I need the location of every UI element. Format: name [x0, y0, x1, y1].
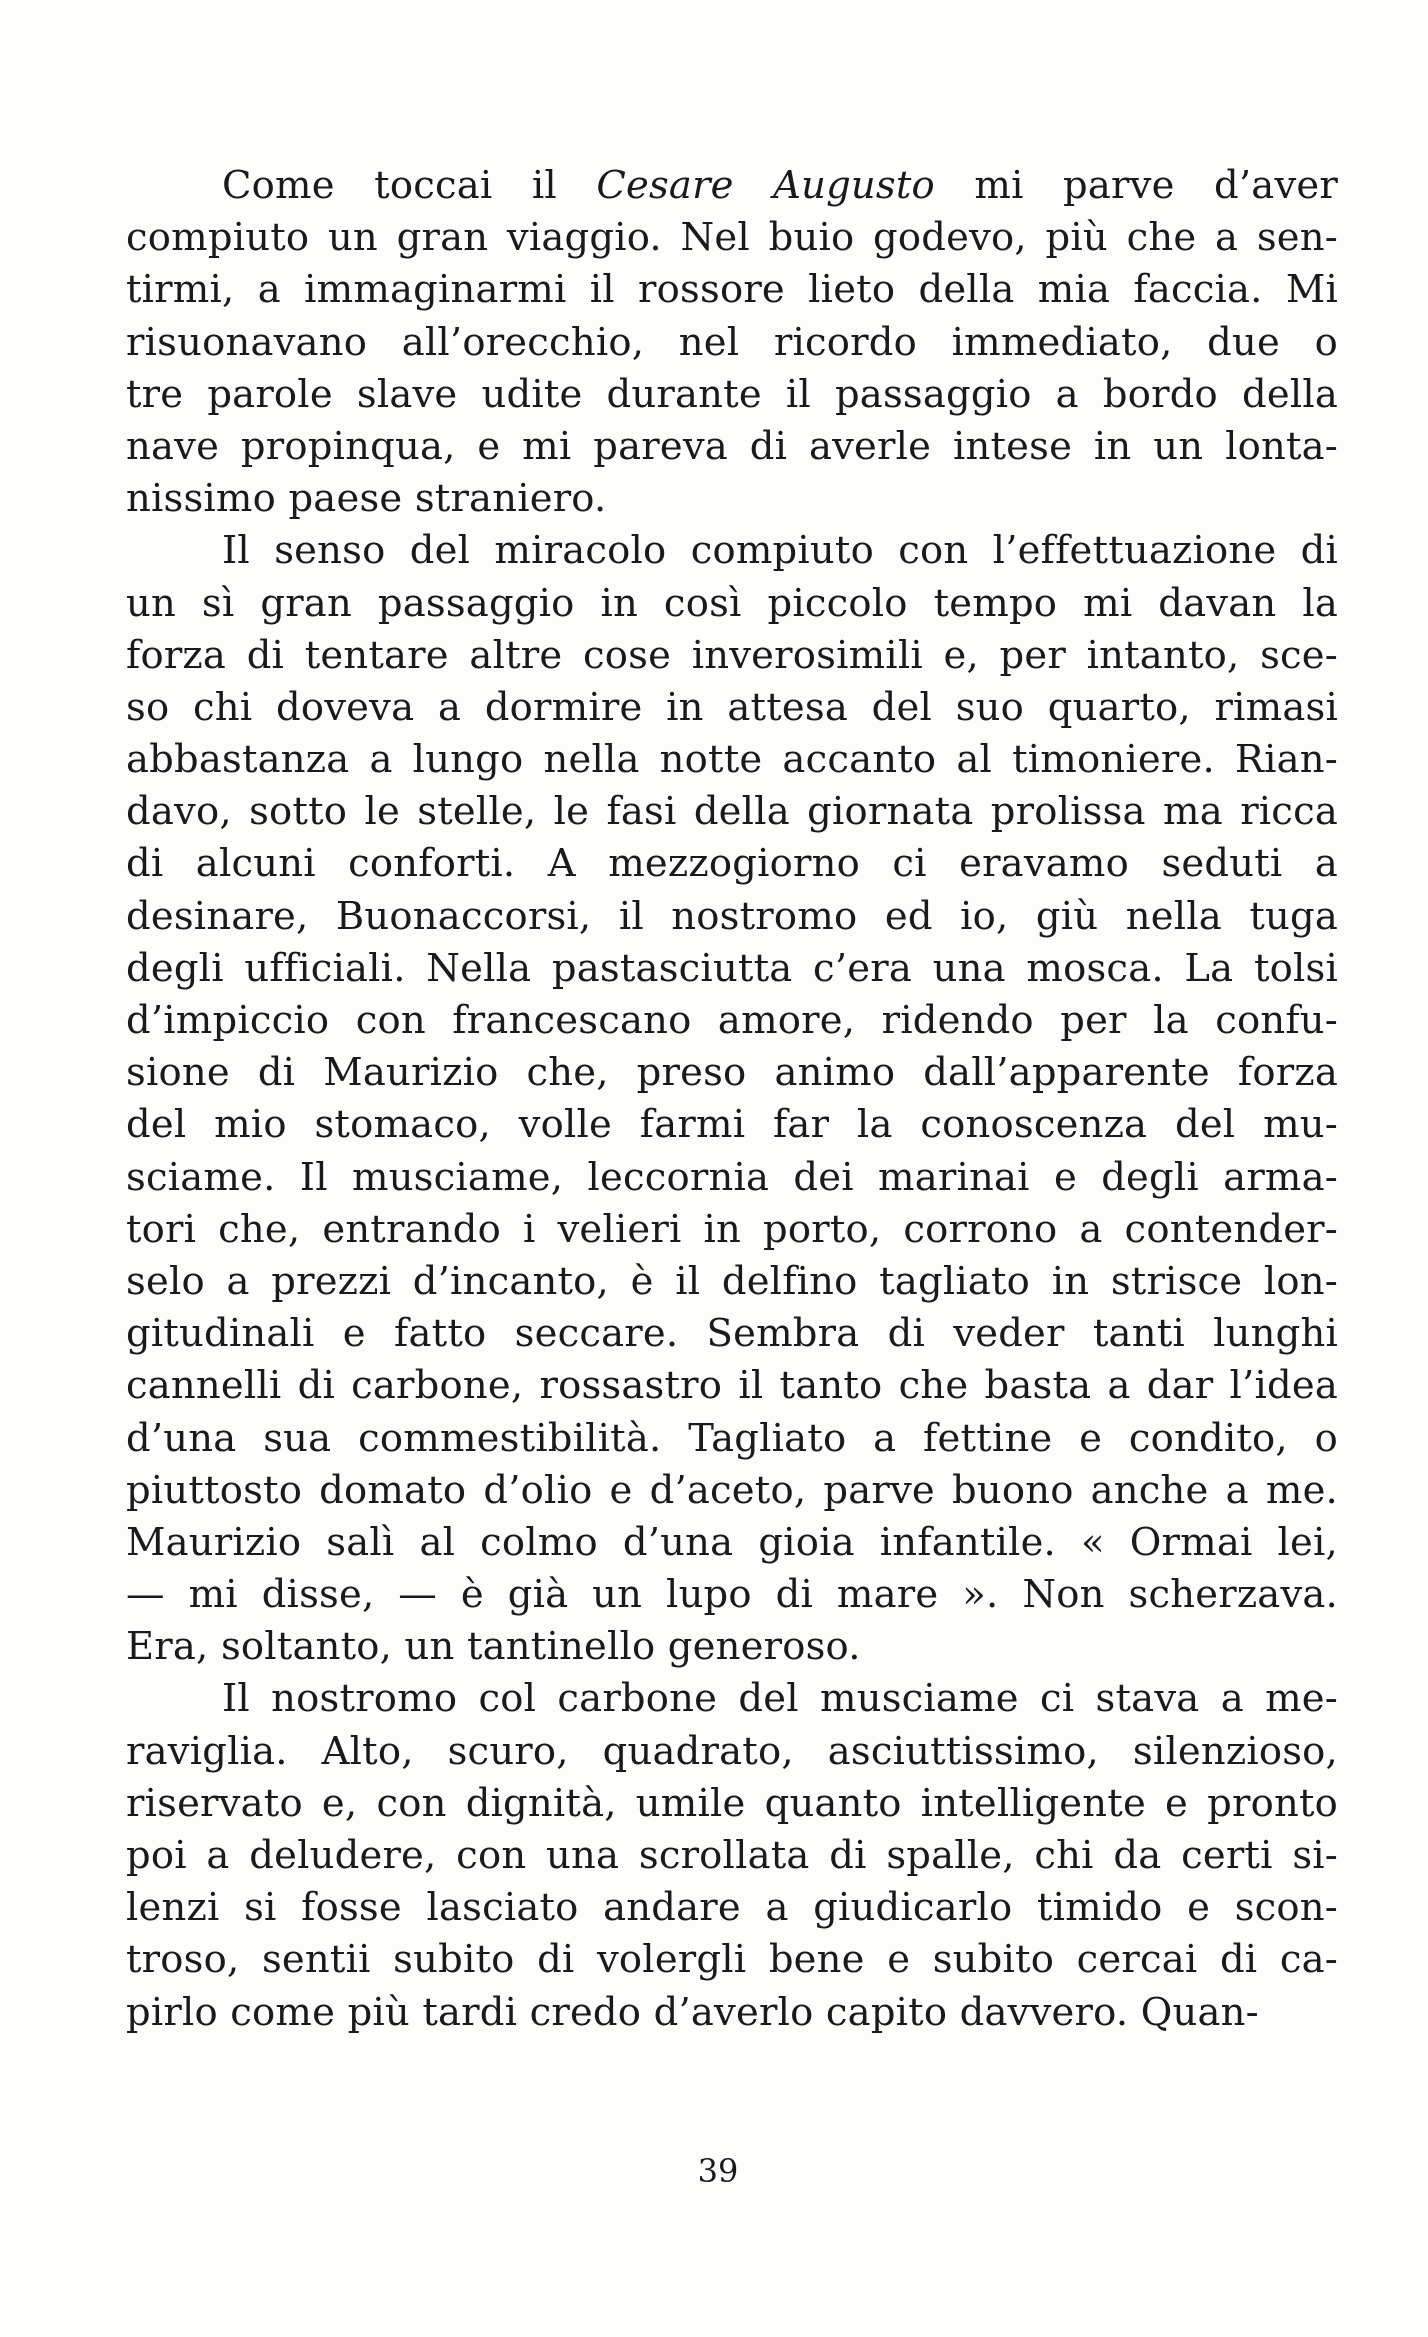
text-segment: tori che, entrando i velieri in porto, corrono a contender-	[126, 1206, 1338, 1252]
text-line	[126, 1673, 1338, 1725]
paragraph	[126, 160, 1338, 525]
text-segment: un sì gran passaggio in così piccolo tempo mi davan la	[126, 580, 1338, 626]
paragraph	[126, 1673, 1338, 2038]
text-segment: Il nostromo col carbone del musciame ci stava a me-	[222, 1676, 1338, 1722]
text-segment: Come toccai il	[222, 163, 597, 208]
text-line	[126, 1517, 1338, 1569]
text-line	[126, 1099, 1338, 1151]
text-segment: abbastanza a lungo nella notte accanto al timoniere. Rian-	[126, 737, 1338, 783]
text-segment: pirlo come più tardi credo d’averlo capito davvero. Quan-	[126, 1989, 1259, 2035]
text-segment: cannelli di carbone, rossastro il tanto che basta a dar l’idea	[126, 1363, 1338, 1409]
text-line	[126, 421, 1338, 473]
text-line	[126, 1830, 1338, 1882]
text-line	[126, 1569, 1338, 1621]
text-segment: Maurizio salì al colmo d’una gioia infantile. « Ormai lei,	[126, 1519, 1338, 1565]
text-segment: tirmi, a immaginarmi il rossore lieto della mia faccia. Mi	[126, 267, 1338, 313]
text-line	[126, 1047, 1338, 1099]
text-line	[126, 1778, 1338, 1830]
text-line	[126, 1934, 1338, 1986]
text-line	[126, 160, 1338, 212]
text-segment: del mio stomaco, volle farmi far la conoscenza del mu-	[126, 1102, 1338, 1148]
text-segment: forza di tentare altre cose inverosimili e, per intanto, sce-	[126, 632, 1338, 678]
text-segment: compiuto un gran viaggio. Nel buio godevo, più che a sen-	[126, 215, 1338, 261]
text-line	[126, 1987, 1338, 2039]
text-segment: sciame. Il musciame, leccornia dei marinai e degli arma-	[126, 1154, 1338, 1200]
text-line	[126, 838, 1338, 890]
text-line	[126, 1726, 1338, 1778]
text-line	[126, 1308, 1338, 1360]
text-segment: Il senso del miracolo compiuto con l’effettuazione di	[222, 528, 1338, 574]
text-line	[126, 525, 1338, 577]
text-line	[126, 786, 1338, 838]
text-line	[126, 891, 1338, 943]
text-line	[126, 317, 1338, 369]
text-segment: d’una sua commestibilità. Tagliato a fettine e condito, o	[126, 1415, 1338, 1461]
text-segment: gitudinali e fatto seccare. Sembra di veder tanti lunghi	[126, 1311, 1338, 1357]
text-segment: selo a prezzi d’incanto, è il delfino tagliato in strisce lon-	[126, 1258, 1338, 1304]
text-line	[126, 212, 1338, 264]
text-segment: degli ufficiali. Nella pastasciutta c’era una mosca. La tolsi	[126, 945, 1338, 991]
body-text	[126, 160, 1338, 2039]
text-segment: di alcuni conforti. A mezzogiorno ci eravamo seduti a	[126, 841, 1338, 887]
text-segment: riservato e, con dignità, umile quanto intelligente e pronto	[126, 1780, 1338, 1826]
text-segment: piuttosto domato d’olio e d’aceto, parve buono anche a me.	[126, 1467, 1338, 1513]
text-line	[126, 1256, 1338, 1308]
text-segment: sione di Maurizio che, preso animo dall’apparente forza	[126, 1050, 1338, 1096]
italic-title: Cesare Augusto	[596, 163, 935, 208]
text-segment: so chi doveva a dormire in attesa del suo quarto, rimasi	[126, 684, 1338, 730]
text-line	[126, 1204, 1338, 1256]
text-segment: nave propinqua, e mi pareva di averle intese in un lonta-	[126, 423, 1338, 469]
text-segment: d’impiccio con francescano amore, ridendo per la confu-	[126, 998, 1338, 1043]
text-line	[126, 1465, 1338, 1517]
text-line	[126, 1413, 1338, 1465]
text-line	[126, 630, 1338, 682]
page-number: 39	[697, 2152, 739, 2190]
text-segment: mi parve d’aver	[934, 163, 1338, 208]
text-segment: desinare, Buonaccorsi, il nostromo ed io, giù nella tuga	[126, 893, 1338, 939]
text-line	[126, 995, 1338, 1047]
text-segment: raviglia. Alto, scuro, quadrato, asciuttissimo, silenzioso,	[126, 1728, 1338, 1774]
text-segment: nissimo paese straniero.	[126, 476, 607, 522]
text-line	[126, 1882, 1338, 1934]
text-segment: davo, sotto le stelle, le fasi della giornata prolissa ma ricca	[126, 789, 1338, 835]
text-line	[126, 473, 1338, 525]
text-line	[126, 369, 1338, 421]
text-segment: — mi disse, — è già un lupo di mare ». Non scherzava.	[126, 1572, 1338, 1618]
text-segment: tre parole slave udite durante il passaggio a bordo della	[126, 371, 1338, 417]
text-segment: poi a deludere, con una scrollata di spalle, chi da certi si-	[126, 1833, 1338, 1878]
text-segment: lenzi si fosse lasciato andare a giudicarlo timido e scon-	[126, 1885, 1338, 1931]
text-segment: Era, soltanto, un tantinello generoso.	[126, 1624, 861, 1670]
text-line	[126, 682, 1338, 734]
paragraph	[126, 525, 1338, 1673]
text-segment: troso, sentii subito di volergli bene e subito cercai di ca-	[126, 1937, 1338, 1983]
text-line	[126, 578, 1338, 630]
text-line	[126, 734, 1338, 786]
text-segment: risuonavano all’orecchio, nel ricordo immediato, due o	[126, 319, 1338, 365]
text-line	[126, 264, 1338, 316]
text-line	[126, 1621, 1338, 1673]
text-line	[126, 943, 1338, 995]
text-line	[126, 1360, 1338, 1412]
text-line	[126, 1152, 1338, 1204]
